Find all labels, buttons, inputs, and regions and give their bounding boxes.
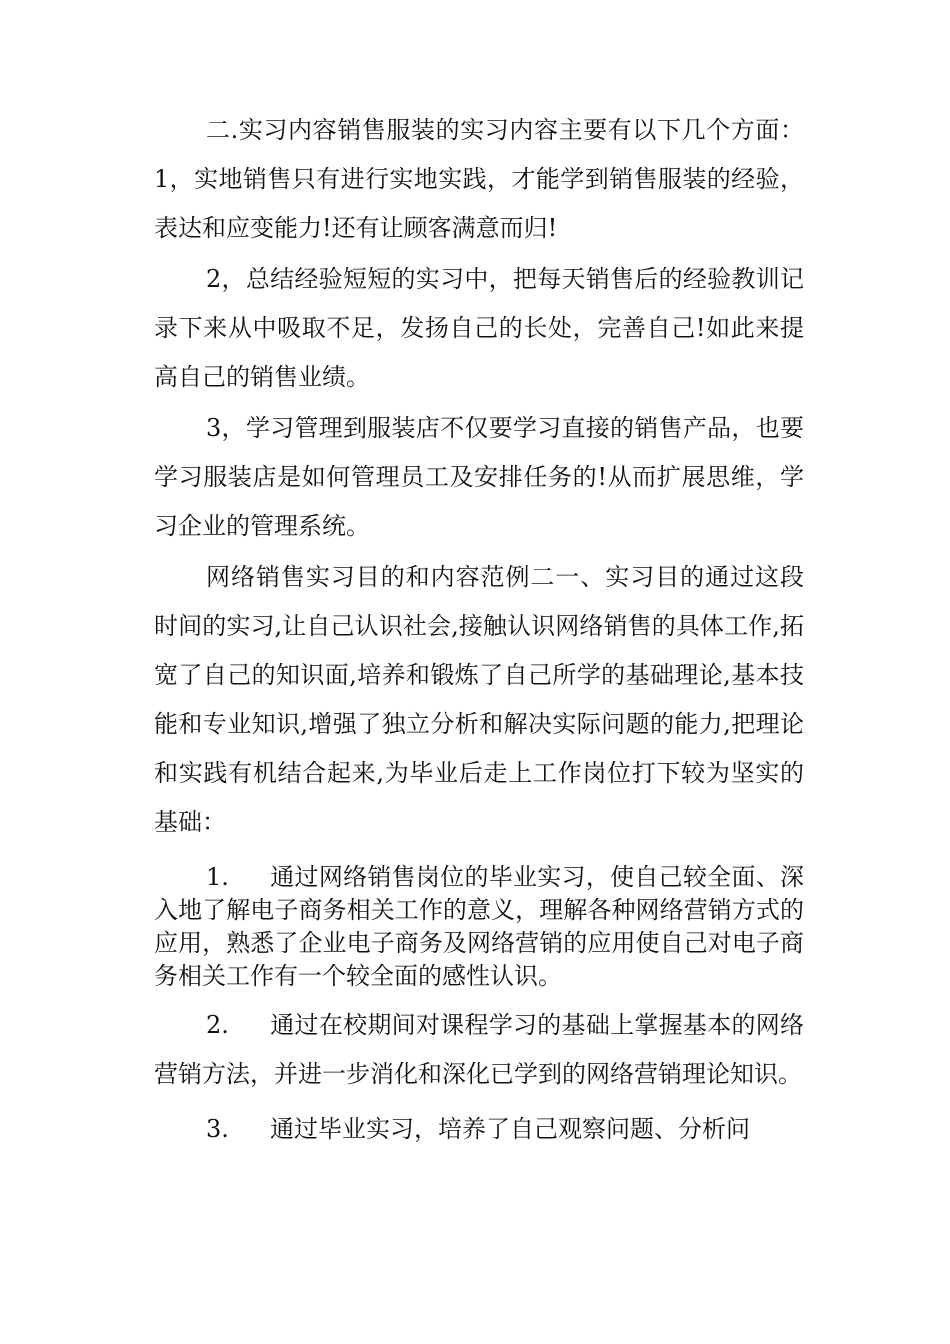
paragraph-internship-content: 二.实习内容销售服装的实习内容主要有以下几个方面：1，实地销售只有进行实地实践，才能学到销售服装的经验，表达和应变能力!还有让顾客满意而归! bbox=[154, 116, 804, 242]
paragraph-learn-management: 3，学习管理到服装店不仅要学习直接的销售产品，也要学习服装店是如何管理员工及安排任务的!从而扩展思维，学习企业的管理系统。 bbox=[154, 414, 804, 540]
list-number: 3. bbox=[206, 1115, 229, 1143]
list-item bbox=[154, 861, 804, 993]
list-item bbox=[154, 1001, 804, 1099]
list-item-text: 通过毕业实习，培养了自己观察问题、分析问 bbox=[270, 1115, 750, 1143]
list-item bbox=[154, 1105, 804, 1154]
document-body bbox=[154, 106, 804, 1160]
list-number: 2. bbox=[206, 1011, 229, 1039]
list-number: 1. bbox=[206, 863, 229, 891]
list-item-text: 通过网络销售岗位的毕业实习，使自己较全面、深入地了解电子商务相关工作的意义，理解各种网络营销方式的应用，熟悉了企业电子商务及网络营销的应用使自己对电子商务相关工作有一个较全面的感性认识。 bbox=[154, 863, 804, 990]
list-item-text: 通过在校期间对课程学习的基础上掌握基本的网络营销方法，并进一步消化和深化已学到的网络营销理论知识。 bbox=[154, 1011, 804, 1088]
paragraph-internship-purpose: 网络销售实习目的和内容范例二一、实习目的通过这段时间的实习,让自己认识社会,接触认识网络销售的具体工作,拓宽了自己的知识面,培养和锻炼了自己所学的基础理论,基本技能和专业知识,增强了独立分析和解决实际问题的能力,把理论和实践有机结合起来,为毕业后走上工作岗位打下较为坚实的基础： bbox=[154, 563, 804, 836]
paragraph-summarize-experience: 2，总结经验短短的实习中，把每天销售后的经验教训记录下来从中吸取不足，发扬自己的长处，完善自己!如此来提高自己的销售业绩。 bbox=[154, 265, 804, 391]
